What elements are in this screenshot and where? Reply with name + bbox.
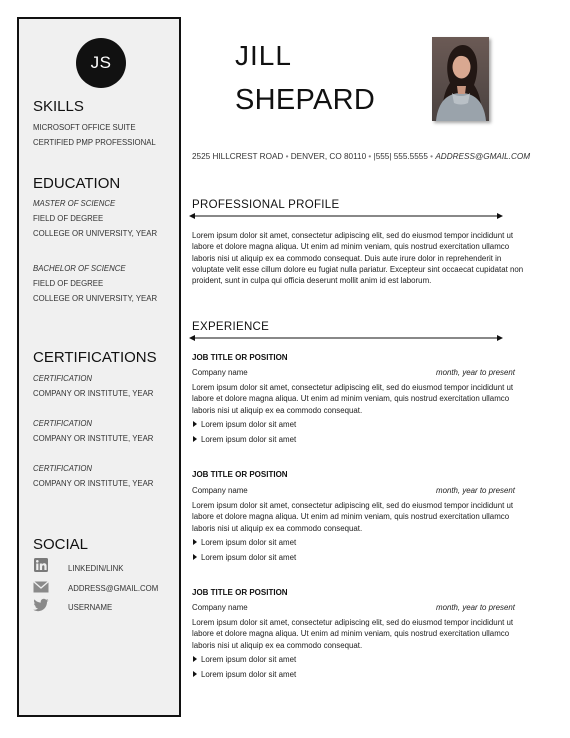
job-bullet [193, 435, 296, 444]
contact-city: DENVER, CO 80110 [290, 152, 367, 161]
certification-org: COMPANY OR INSTITUTE, YEAR [33, 389, 154, 398]
job-bullet [193, 670, 296, 679]
first-name: JILL [235, 40, 292, 71]
contact-address: 2525 HILLCREST ROAD [192, 152, 284, 161]
job-bullet [193, 420, 296, 429]
contact-separator: • [427, 152, 436, 161]
job-company: Company name [192, 368, 248, 377]
bullet-triangle-icon [193, 539, 197, 545]
job-bullet-text: Lorem ipsum dolor sit amet [201, 670, 297, 679]
education-degree: MASTER OF SCIENCE [33, 199, 116, 208]
experience-divider-arrow [189, 334, 503, 342]
contact-email[interactable]: ADDRESS@GMAIL.COM [435, 152, 531, 161]
contact-phone: |555| 555.5555 [373, 152, 428, 161]
education-field: FIELD OF DEGREE [33, 214, 104, 223]
job-bullet [193, 553, 296, 562]
profile-photo [432, 37, 489, 121]
job-description: Lorem ipsum dolor sit amet, consectetur adipiscing elit, sed do eiusmod tempor incididunt ut labore et dolore magna aliqua. Ut enim ad minim veniam, quis nostrud exercitation ullamco laboris nisi ut aliquip ex ea commodo consequat. [192, 501, 514, 533]
education-school: COLLEGE OR UNIVERSITY, YEAR [33, 229, 158, 238]
profile-text: Lorem ipsum dolor sit amet, consectetur adipiscing elit, sed do eiusmod tempor incididunt ut labore et dolore magna aliqua. Ut enim ad minim veniam, quis nostrud exercitation ullamco laboris nisi ut aliquip ex ea commodo consequat. Duis aute irure dolor in reprehenderit in voluptate velit esse cillum dolore eu fugiat nulla pariatur. Excepteur sint occaecat cupidatat non proident, sunt in culpa qui officia deserunt mollit anim id est laborum. [192, 231, 524, 286]
education-degree: BACHELOR OF SCIENCE [33, 264, 126, 273]
education-school: COLLEGE OR UNIVERSITY, YEAR [33, 294, 158, 303]
linkedin-icon [33, 558, 49, 572]
certification-name: CERTIFICATION [33, 464, 93, 473]
contact-separator: • [283, 152, 291, 161]
certification-name: CERTIFICATION [33, 419, 93, 428]
skill-item: MICROSOFT OFFICE SUITE [33, 123, 136, 132]
bullet-triangle-icon [193, 671, 197, 677]
job-date: month, year to present [436, 603, 515, 612]
bullet-triangle-icon [193, 421, 197, 427]
twitter-icon [33, 598, 49, 612]
job-bullet-text: Lorem ipsum dolor sit amet [201, 553, 297, 562]
certification-name: CERTIFICATION [33, 374, 93, 383]
education-title: EDUCATION [33, 175, 121, 192]
job-description: Lorem ipsum dolor sit amet, consectetur adipiscing elit, sed do eiusmod tempor incididunt ut labore et dolore magna aliqua. Ut enim ad minim veniam, quis nostrud exercitation ullamco laboris nisi ut aliquip ex ea commodo consequat. [192, 383, 514, 415]
job-bullet-text: Lorem ipsum dolor sit amet [201, 538, 297, 547]
job-bullet-text: Lorem ipsum dolor sit amet [201, 420, 297, 429]
mail-icon [33, 580, 49, 594]
profile-title: PROFESSIONAL PROFILE [192, 199, 340, 211]
experience-title: EXPERIENCE [192, 321, 270, 333]
job-title: JOB TITLE OR POSITION [192, 588, 288, 597]
job-title: JOB TITLE OR POSITION [192, 353, 288, 362]
certification-org: COMPANY OR INSTITUTE, YEAR [33, 479, 154, 488]
sidebar [17, 17, 181, 717]
monogram-text: JS [90, 53, 112, 72]
profile-divider-arrow [189, 212, 503, 220]
education-field: FIELD OF DEGREE [33, 279, 104, 288]
bullet-triangle-icon [193, 554, 197, 560]
social-email-link[interactable]: ADDRESS@GMAIL.COM [68, 584, 159, 593]
skill-item: CERTIFIED PMP PROFESSIONAL [33, 138, 156, 147]
job-date: month, year to present [436, 368, 515, 377]
bullet-triangle-icon [193, 436, 197, 442]
bullet-triangle-icon [193, 656, 197, 662]
contact-line [192, 152, 530, 161]
job-company: Company name [192, 603, 248, 612]
job-bullet-text: Lorem ipsum dolor sit amet [201, 435, 297, 444]
contact-separator: • [366, 152, 374, 161]
job-title: JOB TITLE OR POSITION [192, 470, 288, 479]
job-description: Lorem ipsum dolor sit amet, consectetur adipiscing elit, sed do eiusmod tempor incididunt ut labore et dolore magna aliqua. Ut enim ad minim veniam, quis nostrud exercitation ullamco laboris nisi ut aliquip ex ea commodo consequat. [192, 618, 514, 650]
social-title: SOCIAL [33, 536, 89, 553]
skills-title: SKILLS [33, 98, 84, 115]
job-bullet-text: Lorem ipsum dolor sit amet [201, 655, 297, 664]
certifications-title: CERTIFICATIONS [33, 349, 157, 366]
social-linkedin-link[interactable]: LINKEDIN/LINK [68, 564, 124, 573]
social-username-link[interactable]: USERNAME [68, 603, 113, 612]
job-bullet [193, 538, 296, 547]
monogram-badge [76, 38, 126, 88]
job-date: month, year to present [436, 486, 515, 495]
last-name: SHEPARD [235, 84, 376, 116]
job-company: Company name [192, 486, 248, 495]
certification-org: COMPANY OR INSTITUTE, YEAR [33, 434, 154, 443]
job-bullet [193, 655, 296, 664]
